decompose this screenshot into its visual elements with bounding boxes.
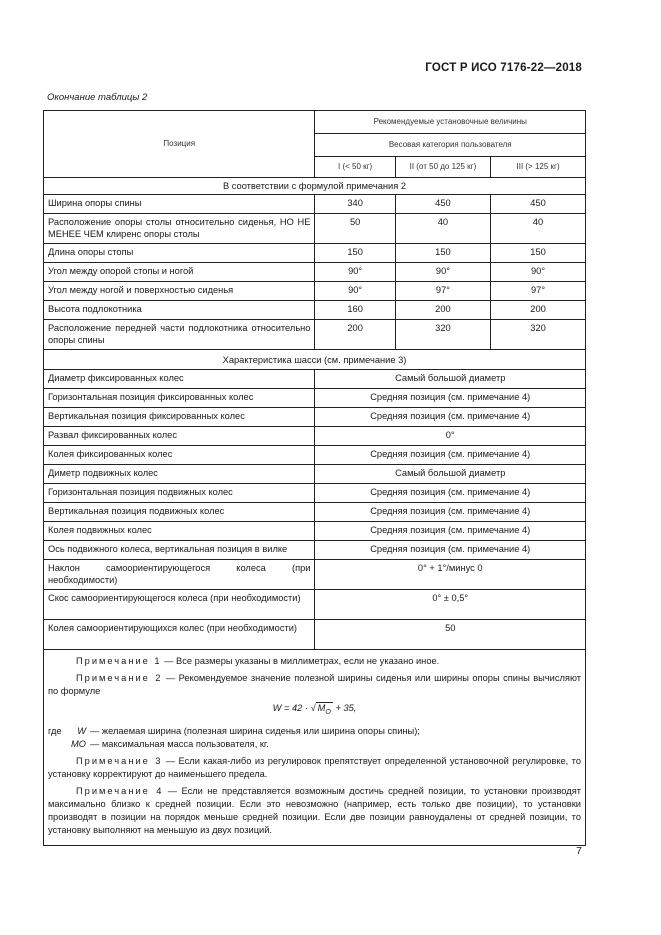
note-text: — Если какая-либо из регулировок препятствует определенной установочной регулировке, то установку корректируют до наименьшего предела. xyxy=(48,755,581,779)
where-symbol: W xyxy=(77,725,86,736)
cell-value: Средняя позиция (см. примечание 4) xyxy=(315,522,585,541)
document-header: ГОСТ Р ИСО 7176-22—2018 xyxy=(425,62,582,74)
table-row xyxy=(44,301,585,320)
row-label: Вертикальная позиция подвижных колес xyxy=(44,503,315,522)
note-label: Примечание 2 xyxy=(76,673,163,683)
settings-table xyxy=(44,111,585,650)
where-item xyxy=(48,738,581,751)
table-row xyxy=(44,590,585,620)
row-label: Угол между ногой и поверхностью сиденья xyxy=(44,282,315,301)
where-word: где xyxy=(48,725,62,736)
cell-value: 150 xyxy=(395,244,490,263)
row-label: Вертикальная позиция фиксированных колес xyxy=(44,408,315,427)
notes-block xyxy=(44,650,585,845)
table-row xyxy=(44,541,585,560)
cell-value: Средняя позиция (см. примечание 4) xyxy=(315,389,585,408)
cell-value: 40 xyxy=(491,214,585,244)
table-row xyxy=(44,427,585,446)
cell-value: 90° xyxy=(315,263,395,282)
cell-value: 97° xyxy=(491,282,585,301)
row-label: Высота подлокотника xyxy=(44,301,315,320)
where-symbol: MO xyxy=(71,738,86,749)
note-2 xyxy=(48,672,581,698)
row-label: Колея подвижных колес xyxy=(44,522,315,541)
cell-value: Средняя позиция (см. примечание 4) xyxy=(315,408,585,427)
cell-value: 90° xyxy=(315,282,395,301)
cell-value: 200 xyxy=(315,320,395,350)
cell-value: Самый большой диаметр xyxy=(315,370,585,389)
cell-value: 320 xyxy=(395,320,490,350)
table-row xyxy=(44,620,585,650)
cell-value: 160 xyxy=(315,301,395,320)
table-row xyxy=(44,503,585,522)
row-label: Диметр подвижных колес xyxy=(44,465,315,484)
row-label: Диаметр фиксированных колес xyxy=(44,370,315,389)
row-label: Горизонтальная позиция подвижных колес xyxy=(44,484,315,503)
cell-value: Средняя позиция (см. примечание 4) xyxy=(315,484,585,503)
sqrt-body xyxy=(316,702,333,716)
table-row xyxy=(44,195,585,214)
cell-value: 90° xyxy=(491,263,585,282)
table-row xyxy=(44,244,585,263)
section-row xyxy=(44,350,585,370)
note-label: Примечание 4 xyxy=(76,785,164,796)
cell-value: 150 xyxy=(491,244,585,263)
cell-value: 40 xyxy=(395,214,490,244)
note-label: Примечание 3 xyxy=(76,755,163,766)
formula-sub: O xyxy=(325,708,331,716)
cell-value: 340 xyxy=(315,195,395,214)
section-title: Характеристика шасси (см. примечание 3) xyxy=(44,350,585,370)
sqrt-sign: √ xyxy=(310,703,316,713)
position-header: Позиция xyxy=(44,111,315,178)
where-list xyxy=(48,725,581,751)
where-item xyxy=(48,725,581,738)
note-3 xyxy=(48,755,581,781)
cell-value: 0° + 1°/минус 0 xyxy=(315,560,585,590)
row-label: Ширина опоры спины xyxy=(44,195,315,214)
cell-value: Самый большой диаметр xyxy=(315,465,585,484)
cell-value: 320 xyxy=(491,320,585,350)
cell-value: 150 xyxy=(315,244,395,263)
table-caption: Окончание таблицы 2 xyxy=(47,92,148,103)
table-row xyxy=(44,560,585,590)
row-label: Развал фиксированных колес xyxy=(44,427,315,446)
formula-left: W = 42 · xyxy=(272,703,311,713)
cell-value: 0° ± 0,5° xyxy=(315,590,585,620)
table-row xyxy=(44,370,585,389)
table-row xyxy=(44,522,585,541)
table-row xyxy=(44,282,585,301)
cell-value: 50 xyxy=(315,214,395,244)
cell-value: Средняя позиция (см. примечание 4) xyxy=(315,541,585,560)
note-text: — Если не представляется возможным достичь средней позиции, то установки производят максимально близко к средней позиции. Если это невозможно (например, есть только две позиции), то установки производят в позиции на порядок меньше средней позиции. Если две позиции равноудалены от средней позиции, то установку выполняют на меньшую из двух позиций. xyxy=(48,785,581,835)
page-number: 7 xyxy=(576,845,582,857)
formula-root: M xyxy=(317,703,326,713)
weight-header: Весовая категория пользователя xyxy=(315,134,585,157)
table-row xyxy=(44,408,585,427)
cell-value: 0° xyxy=(315,427,585,446)
category-header: II (от 50 до 125 кг) xyxy=(395,157,490,178)
cell-value: 450 xyxy=(395,195,490,214)
cell-value: Средняя позиция (см. примечание 4) xyxy=(315,446,585,465)
cell-value: 450 xyxy=(491,195,585,214)
row-label: Угол между опорой стопы и ногой xyxy=(44,263,315,282)
where-text: — желаемая ширина (полезная ширина сиденья или ширина опоры спины); xyxy=(90,725,420,736)
cell-value: 200 xyxy=(395,301,490,320)
category-header: I (< 50 кг) xyxy=(315,157,395,178)
cell-value: 97° xyxy=(395,282,490,301)
row-label: Колея самоориентирующихся колес (при необходимости) xyxy=(44,620,315,650)
row-label: Скос самоориентирующегося колеса (при необходимости) xyxy=(44,590,315,620)
note-text: — Рекомендуемое значение полезной ширины сиденья или ширины опоры спины вычисляют по формуле xyxy=(48,673,581,696)
cell-value: 90° xyxy=(395,263,490,282)
section-title: В соответствии с формулой примечания 2 xyxy=(44,178,585,195)
table-row xyxy=(44,446,585,465)
table-row xyxy=(44,389,585,408)
cell-value: 50 xyxy=(315,620,585,650)
section-row xyxy=(44,178,585,195)
header-row xyxy=(44,111,585,134)
row-label: Длина опоры стопы xyxy=(44,244,315,263)
category-header: III (> 125 кг) xyxy=(491,157,585,178)
cell-value: Средняя позиция (см. примечание 4) xyxy=(315,503,585,522)
formula-right: + 35, xyxy=(332,703,357,713)
table-row xyxy=(44,465,585,484)
row-label: Расположение опоры столы относительно сиденья, НО НЕ МЕНЕЕ ЧЕМ клиренс опоры столы xyxy=(44,214,315,244)
table-row xyxy=(44,214,585,244)
row-label: Горизонтальная позиция фиксированных колес xyxy=(44,389,315,408)
note-label: Примечание 1 xyxy=(76,656,162,666)
row-label: Колея фиксированных колес xyxy=(44,446,315,465)
note-4 xyxy=(48,785,581,837)
row-label: Расположение передней части подлокотника относительно опоры спины xyxy=(44,320,315,350)
table-row xyxy=(44,484,585,503)
row-label: Наклон самоориентирующегося колеса (при необходимости) xyxy=(44,560,315,590)
cell-value: 200 xyxy=(491,301,585,320)
note-text: — Все размеры указаны в миллиметрах, если не указано иное. xyxy=(161,656,440,666)
recommended-header: Рекомендуемые установочные величины xyxy=(315,111,585,134)
table-row xyxy=(44,263,585,282)
width-formula xyxy=(48,702,581,719)
note-1 xyxy=(48,655,581,668)
table-row xyxy=(44,320,585,350)
table-frame xyxy=(43,110,586,846)
where-text: — максимальная масса пользователя, кг. xyxy=(90,738,269,749)
row-label: Ось подвижного колеса, вертикальная позиция в вилке xyxy=(44,541,315,560)
